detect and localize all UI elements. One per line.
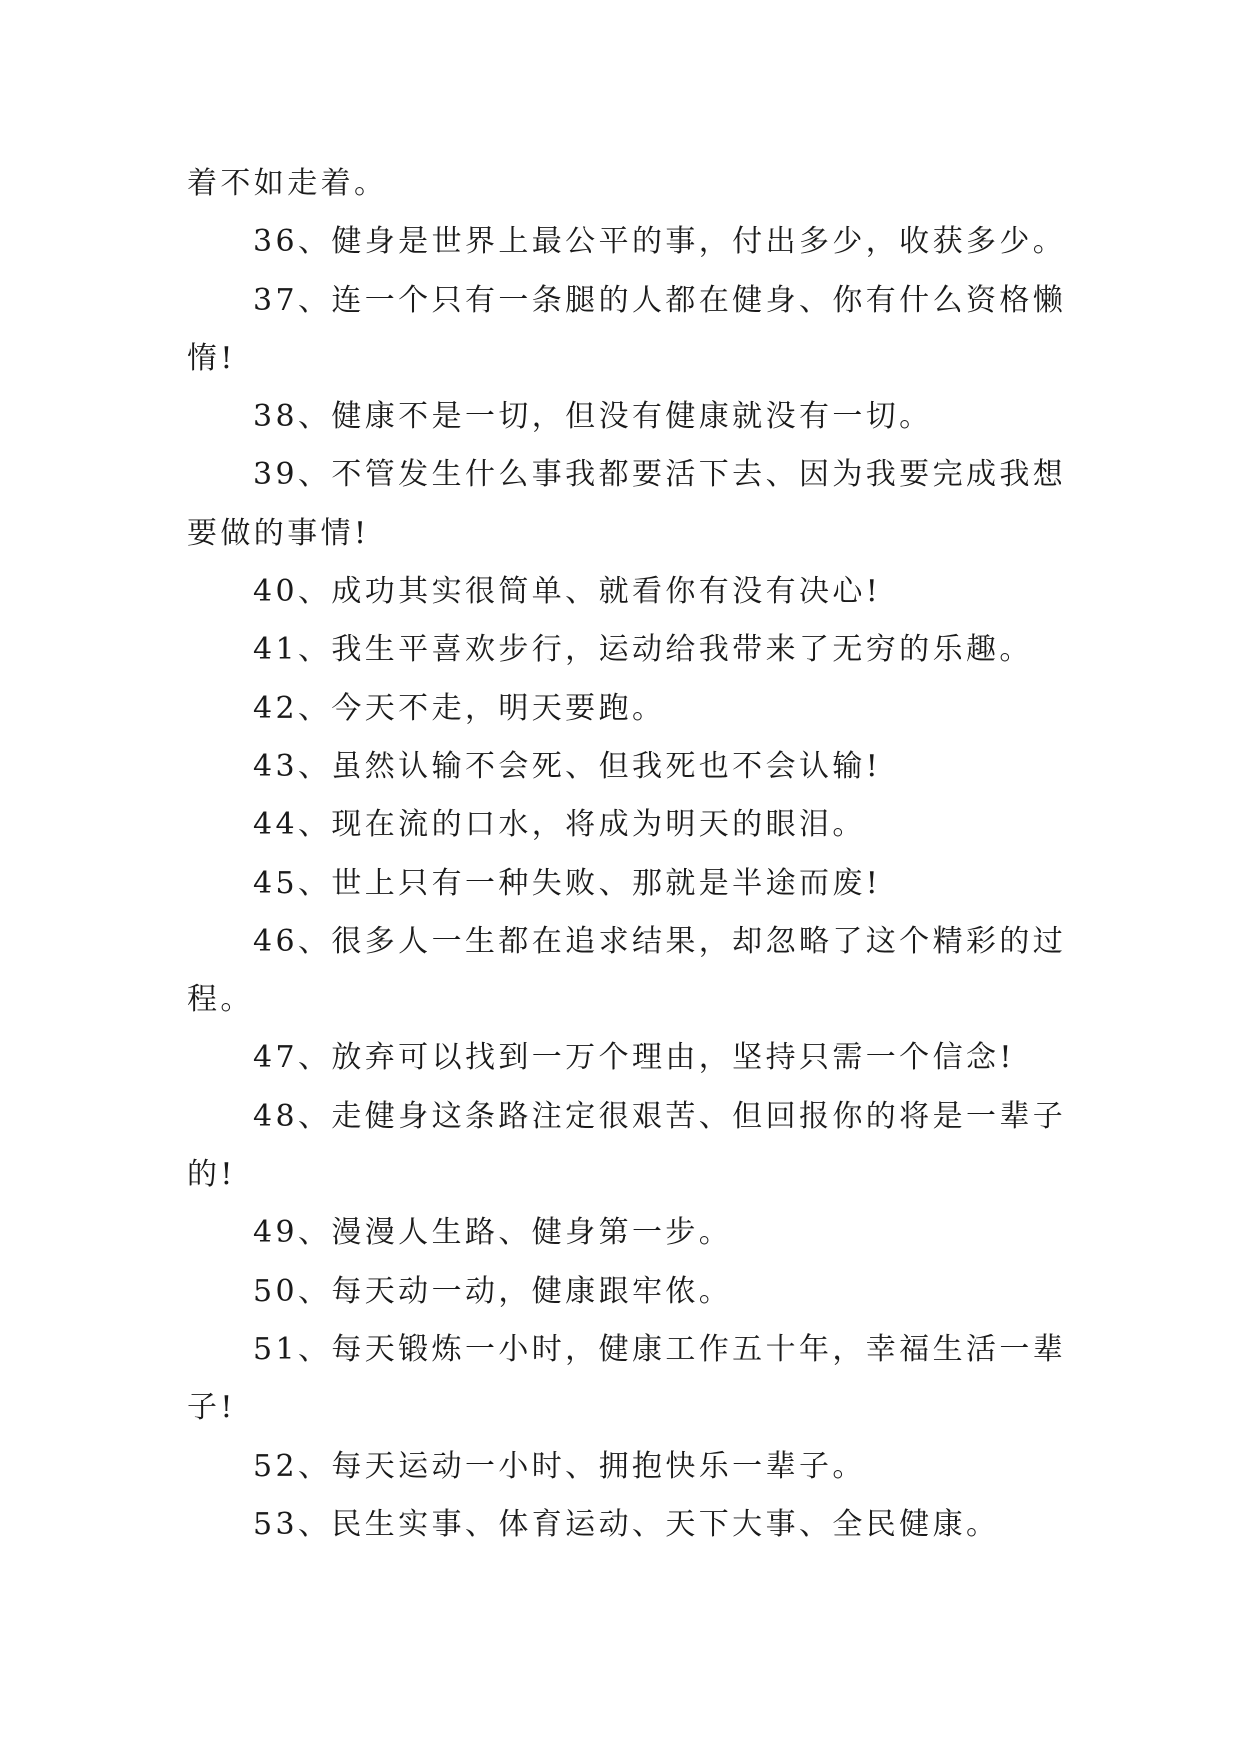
text-line: 38、健康不是一切，但没有健康就没有一切。 [253,399,933,435]
text-line: 45、世上只有一种失败、那就是半途而废! [253,865,882,901]
text-line: 42、今天不走，明天要跑。 [253,690,666,726]
text-line: 子! [187,1390,236,1426]
text-line: 着不如走着。 [187,166,388,201]
text-line: 44、现在流的口水，将成为明天的眼泪。 [253,807,866,843]
text-line: 51、每天锻炼一小时，健康工作五十年，幸福生活一辈 [253,1331,1067,1367]
text-line: 49、漫漫人生路、健身第一步。 [253,1215,733,1251]
text-line: 47、放弃可以找到一万个理由，坚持只需一个信念! [253,1040,1015,1076]
text-line: 程。 [187,982,254,1018]
document-page [187,155,1077,1554]
text-line: 39、不管发生什么事我都要活下去、因为我要完成我想 [253,457,1067,493]
text-line: 50、每天动一动，健康跟牢侬。 [253,1273,733,1309]
text-line: 41、我生平喜欢步行，运动给我带来了无穷的乐趣。 [253,632,1033,668]
text-line: 惰! [187,340,236,376]
text-line: 的! [187,1157,236,1193]
text-line: 要做的事情! [187,515,370,551]
text-line: 46、很多人一生都在追求结果，却忽略了这个精彩的过 [253,923,1067,959]
text-line: 40、成功其实很简单、就看你有没有决心! [253,574,882,610]
text-line: 43、虽然认输不会死、但我死也不会认输! [253,748,882,784]
text-line: 36、健身是世界上最公平的事，付出多少，收获多少。 [253,224,1067,260]
text-line: 48、走健身这条路注定很艰苦、但回报你的将是一辈子 [253,1098,1067,1134]
text-line: 52、每天运动一小时、拥抱快乐一辈子。 [253,1448,866,1484]
text-line: 53、民生实事、体育运动、天下大事、全民健康。 [253,1506,1000,1542]
text-line: 37、连一个只有一条腿的人都在健身、你有什么资格懒 [253,282,1067,318]
